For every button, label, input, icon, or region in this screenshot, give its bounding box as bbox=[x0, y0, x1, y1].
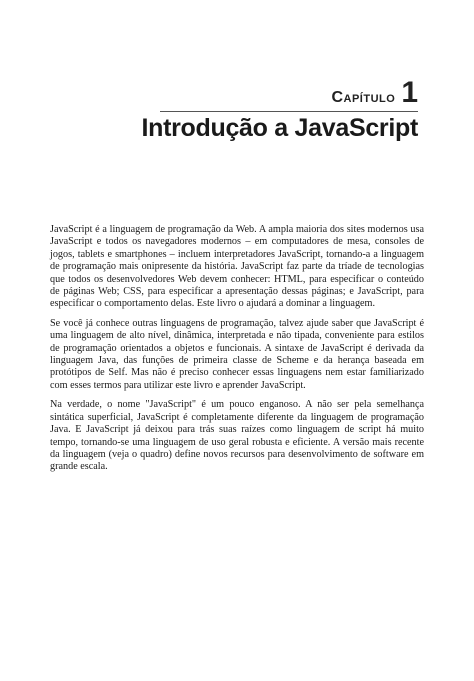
chapter-label bbox=[331, 78, 418, 108]
paragraph: Na verdade, o nome "JavaScript" é um pouco enganoso. A não ser pela semelhança sintática superficial, JavaScript é completamente diferente da linguagem de programação Java. E JavaScript já deixou para trás suas raízes como linguagem de script há muito tempo, tornando-se uma linguagem de uso geral robusta e eficiente. A versão mais recente da linguagem (veja o quadro) define novos recursos para desenvolvimento de software em grande escala. bbox=[50, 399, 424, 473]
chapter-body bbox=[50, 224, 424, 481]
paragraph: JavaScript é a linguagem de programação da Web. A ampla maioria dos sites modernos usa JavaScript e todos os navegadores modernos – em computadores de mesa, consoles de jogos, tablets e smartphones – incluem interpretadores JavaScript, tornando-a a linguagem de programação mais onipresente da história. JavaScript faz parte da tríade de tecnologias que todos os desenvolvedores Web devem conhecer: HTML, para especificar o conteúdo de páginas Web; CSS, para especificar a apresentação dessas páginas; e JavaScript, para especificar o comportamento delas. Este livro o ajudará a dominar a linguagem. bbox=[50, 224, 424, 310]
paragraph: Se você já conhece outras linguagens de programação, talvez ajude saber que JavaScript é uma linguagem de alto nível, dinâmica, interpretada e não tipada, conveniente para estilos de programação orientados a objetos e funcionais. A sintaxe de JavaScript é derivada da linguagem Java, das funções de primeira classe de Scheme e da herança baseada em protótipos de Self. Mas não é preciso conhecer essas linguagens nem estar familiarizado com esses termos para utilizar este livro e aprender JavaScript. bbox=[50, 317, 424, 391]
chapter-title: Introdução a JavaScript bbox=[141, 114, 418, 142]
chapter-divider bbox=[160, 111, 418, 112]
chapter-heading bbox=[331, 78, 418, 108]
chapter-word: Capítulo bbox=[331, 89, 396, 106]
chapter-number: 1 bbox=[401, 76, 418, 109]
